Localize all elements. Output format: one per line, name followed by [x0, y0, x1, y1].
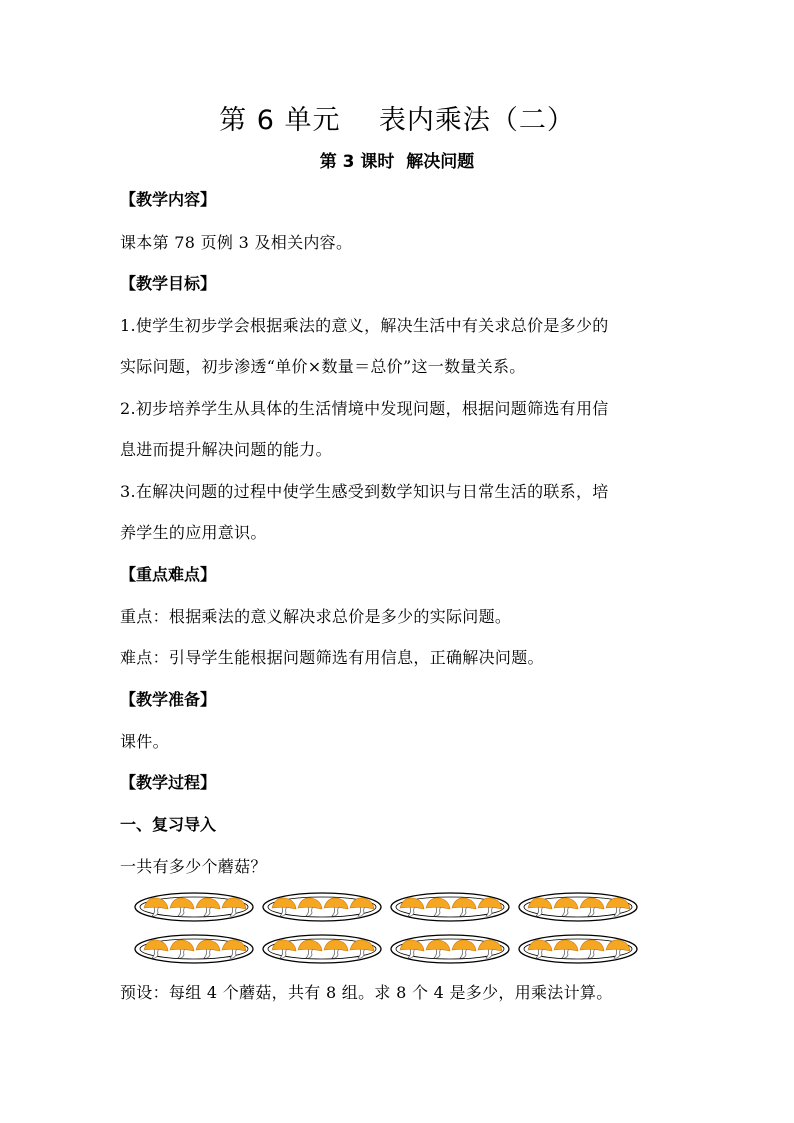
mushroom-plates-illustration — [134, 890, 646, 970]
preparation-text: 课件。 — [120, 732, 169, 751]
unit-title: 第 6 单元 表内乘法（二） — [219, 105, 575, 136]
plate — [519, 893, 637, 921]
content-text: 课本第 78 页例 3 及相关内容。 — [120, 233, 353, 252]
goal-1-line-2: 实际问题，初步渗透“单价×数量＝总价”这一数量关系。 — [120, 357, 526, 376]
goal-2-line-2: 息进而提升解决问题的能力。 — [120, 440, 332, 459]
plate — [391, 935, 509, 963]
question-text: 一共有多少个蘑菇？ — [120, 857, 267, 876]
lesson-subtitle: 第 3 课时 解决问题 — [319, 152, 475, 172]
goal-3-line-2: 养学生的应用意识。 — [120, 523, 267, 542]
plate — [263, 935, 381, 963]
goals-heading: 【教学目标】 — [120, 274, 217, 293]
goal-3-line-1: 3.在解决问题的过程中使学生感受到数学知识与日常生活的联系，培 — [120, 482, 609, 501]
plate — [135, 935, 253, 963]
plate — [135, 893, 253, 921]
process-heading: 【教学过程】 — [120, 773, 217, 792]
goal-2-line-1: 2.初步培养学生从具体的生活情境中发现问题，根据问题筛选有用信 — [120, 399, 609, 418]
preparation-heading: 【教学准备】 — [120, 690, 217, 709]
presupposition-text: 预设：每组 4 个蘑菇，共有 8 组。求 8 个 4 是多少，用乘法计算。 — [120, 983, 613, 1002]
key-points-heading: 【重点难点】 — [120, 565, 217, 584]
plate — [391, 893, 509, 921]
plate — [263, 893, 381, 921]
mushroom-plates-svg — [134, 890, 646, 970]
difficult-point-text: 难点：引导学生能根据问题筛选有用信息，正确解决问题。 — [120, 648, 544, 667]
part-1-heading: 一、复习导入 — [120, 815, 217, 834]
content-heading: 【教学内容】 — [120, 190, 217, 209]
goal-1-line-1: 1.使学生初步学会根据乘法的意义，解决生活中有关求总价是多少的 — [120, 316, 609, 335]
plate — [519, 935, 637, 963]
key-point-text: 重点：根据乘法的意义解决求总价是多少的实际问题。 — [120, 607, 512, 626]
